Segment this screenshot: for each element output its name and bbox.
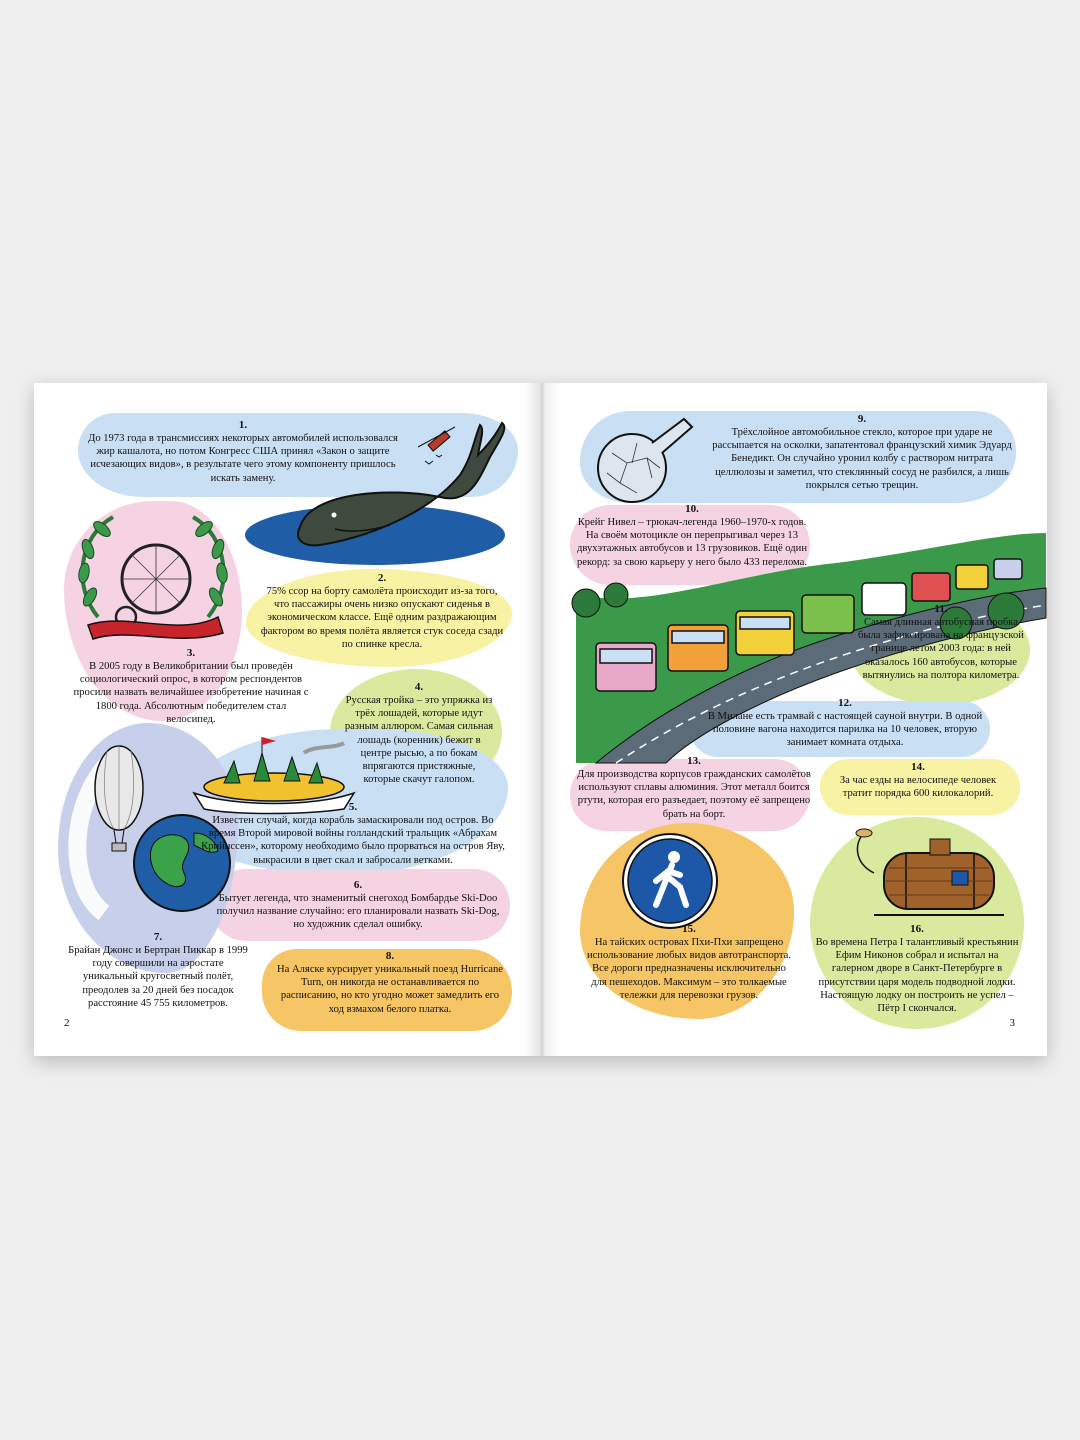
fact-text: На Аляске курсирует уникальный поезд Hurricane Turn, он никогда не останавливается по расписанию, но кто угодно может замедлить его ход взмахом белого платка.	[277, 964, 503, 1015]
fact-text: За час езды на велосипеде человек тратит порядка 600 килокалорий.	[839, 775, 997, 800]
fact-number: 8.	[385, 950, 395, 962]
fact-10	[576, 503, 808, 569]
laurel-bicycle-illustration	[68, 507, 238, 647]
fact-number: 4.	[414, 681, 424, 693]
fact-text: До 1973 года в трансмиссиях некоторых автомобилей использовался жир кашалота, но потом Конгресс США принял «Закон о защите исчезающих видов», в результате чего этому компоненту пришлось искать замену.	[88, 433, 398, 484]
fact-number: 9.	[857, 413, 867, 425]
right-page	[540, 383, 1047, 1056]
fact-number: 3.	[186, 647, 196, 659]
fact-1	[78, 419, 408, 485]
pedestrian-sign-icon	[620, 831, 720, 931]
fact-text: Для производства корпусов гражданских самолётов используют сплавы алюминия. Этот металл боится ртути, которая его разъедает, поэтому её запрещено брать на борт.	[577, 769, 811, 820]
fact-number: 10.	[685, 503, 699, 515]
fact-text: Русская тройка – это упряжка из трёх лошадей, которые идут разным аллюром. Самая сильная лошадь (коренник) бежит в центре рысью, а по бокам впрягаются пристяжные, которые скачут галопом.	[344, 695, 494, 786]
fact-text: Известен случай, когда корабль замаскировали под остров. Во время Второй мировой войны голландский тральщик «Абрахам Крийнссен», которому необходимо было прорваться на остров Яву, выкрасили в цвет скал и забросали ветками.	[201, 815, 505, 866]
fact-text: В Милане есть трамвай с настоящей сауной внутри. В одной половине вагона находится парилка на 10 человек, вторую занимает комната отдыха.	[707, 711, 983, 749]
fact-number: 11.	[934, 603, 948, 615]
fact-5	[200, 801, 506, 867]
fact-number: 1.	[238, 419, 248, 431]
broken-flask-illustration	[592, 413, 702, 508]
fact-16	[814, 923, 1020, 1015]
fact-15	[584, 923, 794, 1002]
left-page	[34, 383, 540, 1056]
fact-number: 14.	[911, 761, 925, 773]
fact-text: Самая длинная автобусная пробка была зафиксирована на французской границе летом 2003 года: в ней оказалось 160 автобусов, которые вытянулись на полтора километра.	[858, 617, 1024, 681]
page-number: 2	[64, 1017, 70, 1029]
fact-text: Трёхслойное автомобильное стекло, которое при ударе не рассыпается на осколки, запатентовал французский химик Эдуард Бенедикт. Он случайно уронил колбу с раствором нитрата целлюлозы и заметил, что стеклянный сосуд не разбился, а лишь покрылся сетью трещин.	[712, 427, 1012, 491]
barrel-submarine-illustration	[834, 823, 1014, 923]
fact-text: Во времена Петра I талантливый крестьянин Ефим Никонов собрал и испытал на галерном дворе в Санкт-Петербурге в присутствии царя модель подводной лодки. Настоящую лодку он построить не успел – Пётр I скончался.	[815, 937, 1019, 1015]
fact-number: 5.	[348, 801, 358, 813]
fact-14	[832, 761, 1004, 800]
fact-text: 75% ссор на борту самолёта происходит из-за того, что пассажиры очень низко опускают сиденья в экономическом классе. Ещё одним раздражающим фактором во время полёта является стук соседа сзади по спинке кресла.	[260, 586, 504, 650]
fact-number: 13.	[687, 755, 701, 767]
fact-11	[858, 603, 1024, 682]
fact-number: 15.	[682, 923, 696, 935]
boat-rowers-icon	[418, 427, 455, 451]
fact-text: В 2005 году в Великобритании был проведён социологический опрос, в котором респондентов просили назвать величайшее изобретение начиная с 1800 года. Абсолютным победителем стал велосипед.	[73, 661, 309, 725]
fact-7	[68, 931, 248, 1010]
fact-13	[574, 755, 814, 821]
fact-number: 16.	[910, 923, 924, 935]
fact-number: 6.	[353, 879, 363, 891]
fact-8	[272, 950, 508, 1016]
fact-9	[710, 413, 1014, 492]
fact-12	[700, 697, 990, 750]
fact-text: Бытует легенда, что знаменитый снегоход Бомбардье Ski-Doo получил название случайно: его планировали назвать Ski-Dog, но художник сделал ошибку.	[216, 893, 500, 931]
fact-text: Брайан Джонс и Бертран Пиккар в 1999 году совершили на аэростате уникальный кругосветный полёт, преодолев за 20 дней без посадок расстояние 45 755 километров.	[68, 945, 248, 1009]
fact-number: 7.	[153, 931, 163, 943]
fact-2	[260, 572, 504, 651]
fact-number: 12.	[838, 697, 852, 709]
fact-3	[72, 647, 310, 726]
fact-6	[216, 879, 500, 932]
fact-number: 2.	[377, 572, 387, 584]
fact-4	[344, 681, 494, 786]
fact-text: На тайских островах Пхи-Пхи запрещено использование любых видов автотранспорта. Все дороги предназначены исключительно для пешеходов. Максимум – это толкаемые тележки для перевозки грузов.	[586, 937, 792, 1001]
book-spread	[34, 383, 1047, 1056]
page-number: 3	[1009, 1017, 1015, 1029]
fact-text: Крейг Нивел – трюкач-легенда 1960–1970-х годов. На своём мотоцикле он перепрыгивал через 13 двухэтажных автобусов и 13 грузовиков. Ещё один рекорд: за свою карьеру у него было 433 перелома.	[576, 517, 808, 568]
